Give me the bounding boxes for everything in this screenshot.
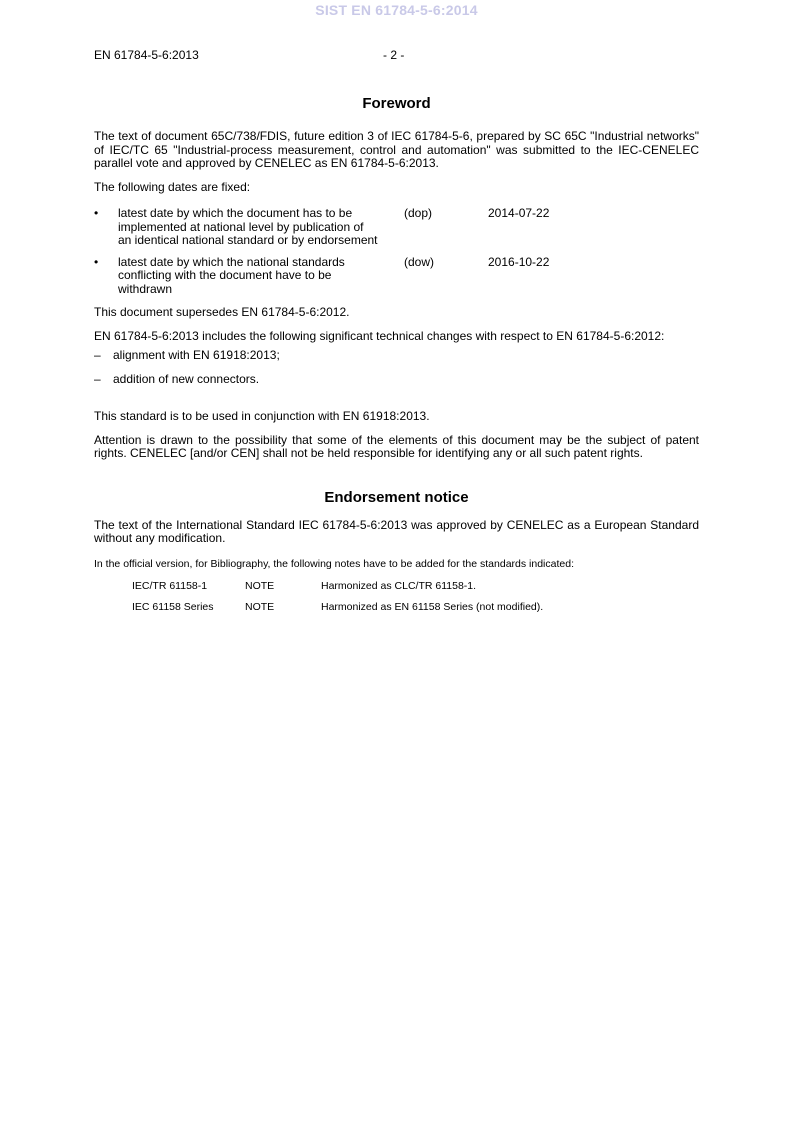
note-text: Harmonized as EN 61158 Series (not modified). [321, 600, 544, 613]
endorsement-text: The text of the International Standard IEC 61784-5-6:2013 was approved by CENELEC as a European Standard without any modification. [94, 517, 699, 545]
date-item [94, 256, 699, 297]
change-item [94, 349, 699, 363]
note-label: NOTE [245, 579, 275, 592]
date-code: (dop) [404, 206, 433, 220]
date-value: 2014-07-22 [488, 206, 550, 220]
date-description: latest date by which the national standards conflicting with the document have to be withdrawn [118, 254, 345, 296]
note-standard: IEC 61158 Series [132, 600, 214, 613]
dates-list [94, 207, 699, 296]
date-code: (dow) [404, 254, 435, 269]
conjunction-text: This standard is to be used in conjunction with EN 61918:2013. [94, 409, 430, 423]
dash: – [94, 348, 101, 362]
bibliography-notes [132, 580, 699, 622]
note-label: NOTE [245, 600, 275, 613]
dates-intro: The following dates are fixed: [94, 179, 251, 194]
bibliography-intro: In the official version, for Bibliography, the following notes have to be added for the standards indicated: [94, 557, 574, 570]
note-row [132, 601, 699, 622]
document-body [94, 95, 699, 622]
date-value: 2016-10-22 [488, 254, 550, 269]
bullet: • [94, 206, 99, 220]
note-row [132, 580, 699, 601]
attention-text: Attention is drawn to the possibility that some of the elements of this document may be the subject of patent rights. CENELEC [and/or CEN] shall not be held responsible for identifying any or all such patent rights. [94, 432, 699, 460]
endorsement-title: Endorsement notice [324, 488, 469, 506]
page-number: - 2 - [383, 48, 405, 62]
date-description: latest date by which the document has to be implemented at national level by publication of an identical national standard or by endorsement [118, 206, 378, 247]
watermark: SIST EN 61784-5-6:2014 [315, 2, 478, 18]
foreword-title: Foreword [362, 95, 431, 112]
change-text: alignment with EN 61918:2013; [113, 348, 280, 362]
supersedes-text: This document supersedes EN 61784-5-6:2012. [94, 305, 350, 319]
date-item [94, 207, 699, 248]
changes-intro: EN 61784-5-6:2013 includes the following significant technical changes with respect to EN 61784-5-6:2012: [94, 328, 665, 343]
change-item [94, 373, 699, 387]
change-text: addition of new connectors. [113, 371, 260, 386]
note-standard: IEC/TR 61158-1 [132, 579, 208, 592]
note-text: Harmonized as CLC/TR 61158-1. [321, 579, 477, 592]
bullet: • [94, 254, 99, 269]
header-doc-id: EN 61784-5-6:2013 [94, 48, 199, 62]
foreword-intro: The text of document 65C/738/FDIS, future edition 3 of IEC 61784-5-6, prepared by SC 65C "Industrial networks" of IEC/TC 65 "Industrial-process measurement, control and automation" was submitted to the IEC-CENELEC parallel vote and approved by CENELEC as EN 61784-5-6:2013. [94, 129, 699, 170]
dash: – [94, 371, 101, 386]
